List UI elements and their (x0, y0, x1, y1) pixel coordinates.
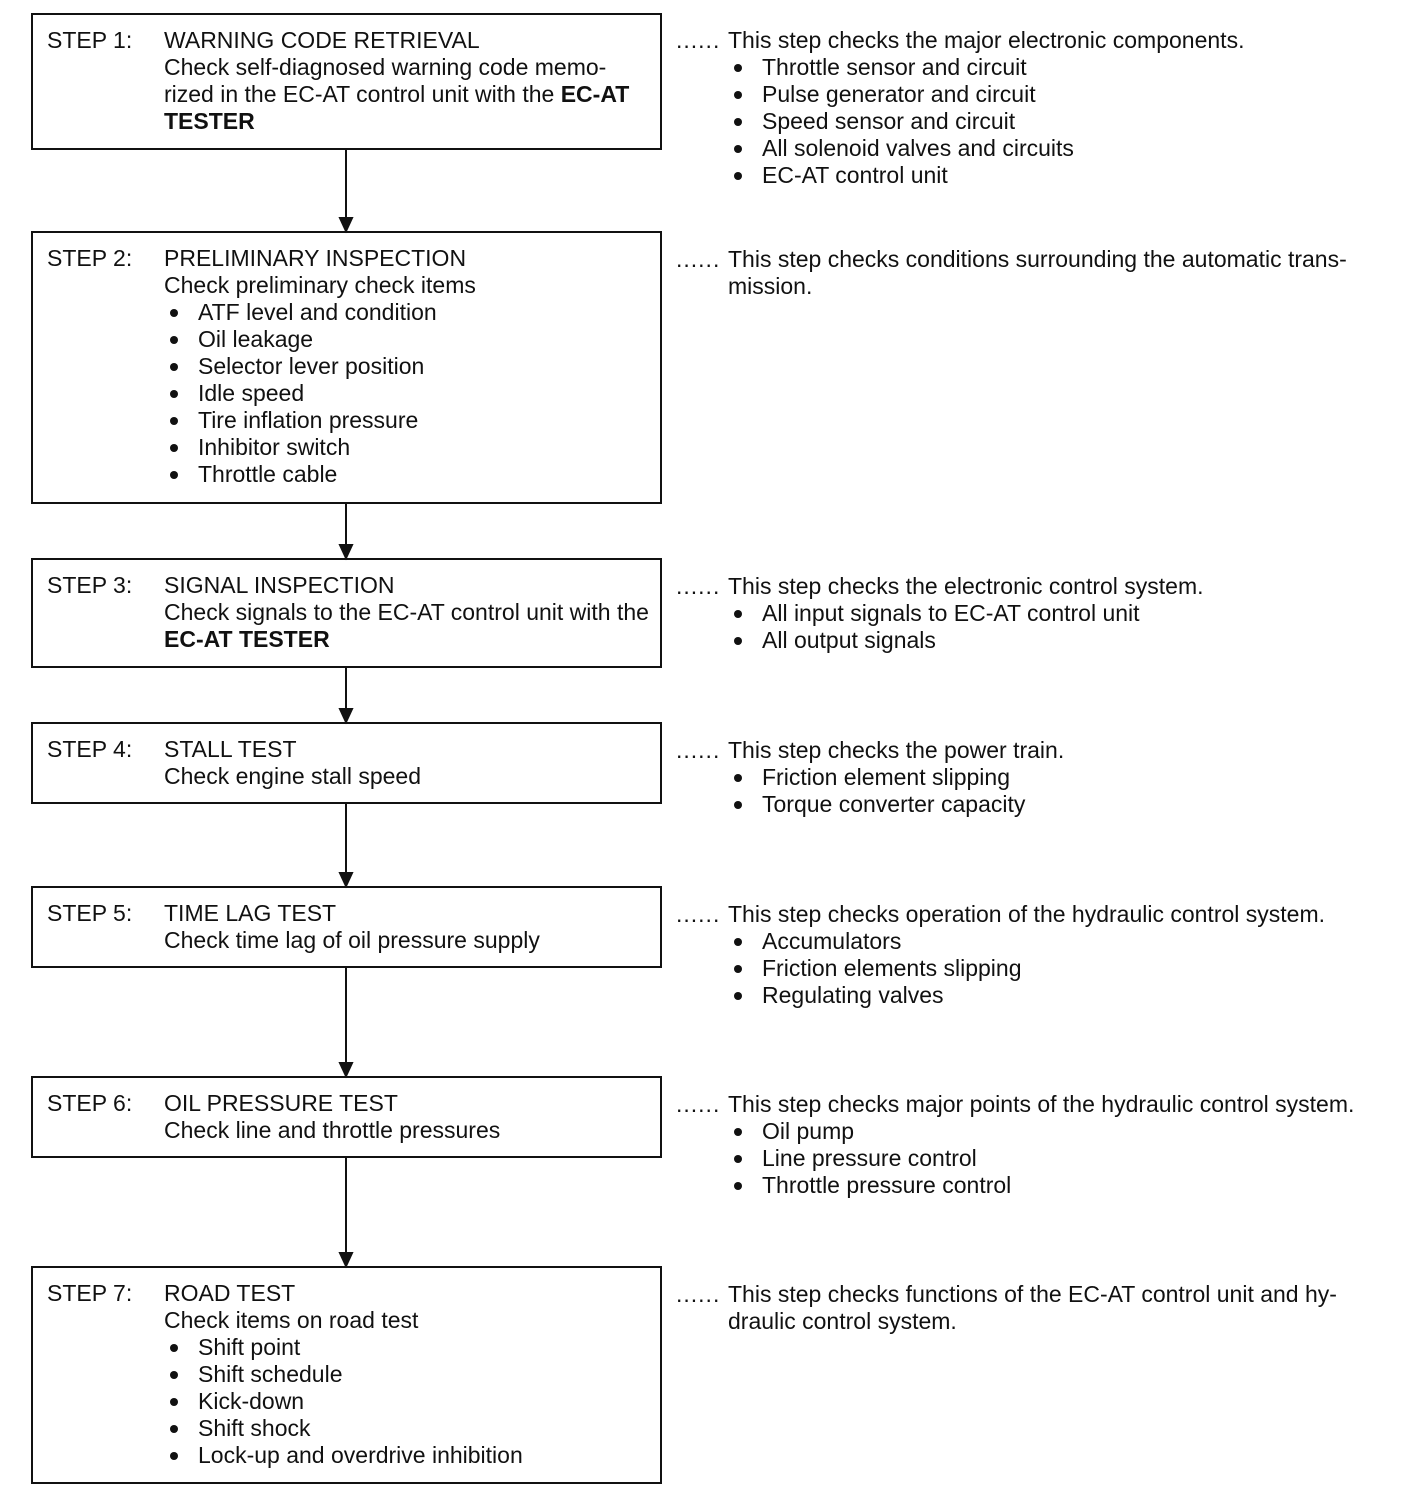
list-item: Inhibitor switch (164, 434, 650, 461)
step-5-note-list (728, 928, 1376, 1009)
list-item: All input signals to EC-AT control unit (728, 600, 1376, 627)
leader-dots: ...... (676, 246, 721, 272)
step-6-box (31, 1076, 662, 1158)
step-2-description: Check preliminary check items (164, 272, 476, 298)
step-3-label: STEP 3: (47, 572, 133, 598)
step-4-label: STEP 4: (47, 736, 133, 762)
step-2-note (676, 246, 1376, 300)
step-4-title: STALL TEST (164, 736, 297, 762)
list-item: Torque converter capacity (728, 791, 1376, 818)
list-item: Friction elements slipping (728, 955, 1376, 982)
arrow-2-3-head (340, 545, 352, 558)
leader-dots: ...... (676, 27, 721, 53)
leader-dots: ...... (676, 737, 721, 763)
step-5-description: Check time lag of oil pressure supply (164, 927, 540, 953)
step-7-note-text: This step checks functions of the EC-AT control unit and hy-draulic control system. (728, 1281, 1337, 1334)
list-item: Throttle pressure control (728, 1172, 1376, 1199)
step-2-body (164, 245, 650, 488)
leader-dots: ...... (676, 901, 721, 927)
step-3-note-text: This step checks the electronic control system. (728, 573, 1204, 599)
step-1-title: WARNING CODE RETRIEVAL (164, 27, 480, 53)
step-1-note (676, 27, 1376, 189)
list-item: Regulating valves (728, 982, 1376, 1009)
list-item: EC-AT control unit (728, 162, 1376, 189)
step-7-check-list (164, 1334, 650, 1469)
list-item: All output signals (728, 627, 1376, 654)
step-1-label: STEP 1: (47, 27, 133, 53)
step-1-tool-name: EC-AT TESTER (164, 81, 630, 134)
list-item: Tire inflation pressure (164, 407, 650, 434)
step-6-note-list (728, 1118, 1376, 1199)
list-item: All solenoid valves and circuits (728, 135, 1376, 162)
step-5-title: TIME LAG TEST (164, 900, 337, 926)
step-3-title: SIGNAL INSPECTION (164, 572, 395, 598)
arrow-5-6-head (340, 1063, 352, 1076)
list-item: Lock-up and overdrive inhibition (164, 1442, 650, 1469)
list-item: Line pressure control (728, 1145, 1376, 1172)
list-item: Friction element slipping (728, 764, 1376, 791)
arrow-6-7-head (340, 1253, 352, 1266)
step-2-title: PRELIMINARY INSPECTION (164, 245, 467, 271)
step-3-description-text: Check signals to the EC-AT control unit with the (164, 599, 649, 625)
step-6-label: STEP 6: (47, 1090, 133, 1116)
list-item: Throttle sensor and circuit (728, 54, 1376, 81)
step-7-label: STEP 7: (47, 1280, 133, 1306)
arrow-1-2-head (340, 218, 352, 231)
list-item: Throttle cable (164, 461, 650, 488)
step-4-description: Check engine stall speed (164, 763, 421, 789)
step-6-body (164, 1090, 650, 1144)
step-1-note-list (728, 54, 1376, 189)
list-item: Oil leakage (164, 326, 650, 353)
leader-dots: ...... (676, 1091, 721, 1117)
step-2-label: STEP 2: (47, 245, 133, 271)
step-5-box (31, 886, 662, 968)
step-7-description: Check items on road test (164, 1307, 419, 1333)
step-3-tool-name: EC-AT TESTER (164, 626, 330, 652)
step-7-note (676, 1281, 1376, 1335)
step-1-note-text: This step checks the major electronic components. (728, 27, 1245, 53)
step-4-note-text: This step checks the power train. (728, 737, 1065, 763)
step-1-description-text: Check self-diagnosed warning code memo-rized in the EC-AT control unit with the (164, 54, 607, 107)
step-6-description: Check line and throttle pressures (164, 1117, 501, 1143)
step-2-check-list (164, 299, 650, 488)
step-7-body (164, 1280, 650, 1469)
step-4-note-list (728, 764, 1376, 818)
leader-dots: ...... (676, 573, 721, 599)
step-3-note (676, 573, 1376, 654)
list-item: ATF level and condition (164, 299, 650, 326)
step-3-note-list (728, 600, 1376, 654)
step-4-box (31, 722, 662, 804)
step-5-label: STEP 5: (47, 900, 133, 926)
step-6-title: OIL PRESSURE TEST (164, 1090, 398, 1116)
list-item: Kick-down (164, 1388, 650, 1415)
step-2-box (31, 231, 662, 504)
step-1-body (164, 27, 650, 135)
step-4-body (164, 736, 650, 790)
list-item: Shift shock (164, 1415, 650, 1442)
step-2-note-text: This step checks conditions surrounding the automatic trans-mission. (728, 246, 1347, 299)
step-3-box (31, 558, 662, 668)
leader-dots: ...... (676, 1281, 721, 1307)
step-6-note-text: This step checks major points of the hydraulic control system. (728, 1091, 1355, 1117)
step-5-body (164, 900, 650, 954)
step-7-title: ROAD TEST (164, 1280, 296, 1306)
step-1-box (31, 13, 662, 150)
step-4-note (676, 737, 1376, 818)
step-5-note-text: This step checks operation of the hydraulic control system. (728, 901, 1326, 927)
step-1-description (164, 54, 650, 135)
step-3-body (164, 572, 650, 653)
list-item: Selector lever position (164, 353, 650, 380)
list-item: Idle speed (164, 380, 650, 407)
list-item: Speed sensor and circuit (728, 108, 1376, 135)
list-item: Shift schedule (164, 1361, 650, 1388)
step-7-box (31, 1266, 662, 1484)
arrow-4-5-head (340, 873, 352, 886)
arrow-3-4-head (340, 709, 352, 722)
list-item: Accumulators (728, 928, 1376, 955)
list-item: Pulse generator and circuit (728, 81, 1376, 108)
step-3-description (164, 599, 650, 653)
step-5-note (676, 901, 1376, 1009)
step-6-note (676, 1091, 1376, 1199)
list-item: Shift point (164, 1334, 650, 1361)
list-item: Oil pump (728, 1118, 1376, 1145)
